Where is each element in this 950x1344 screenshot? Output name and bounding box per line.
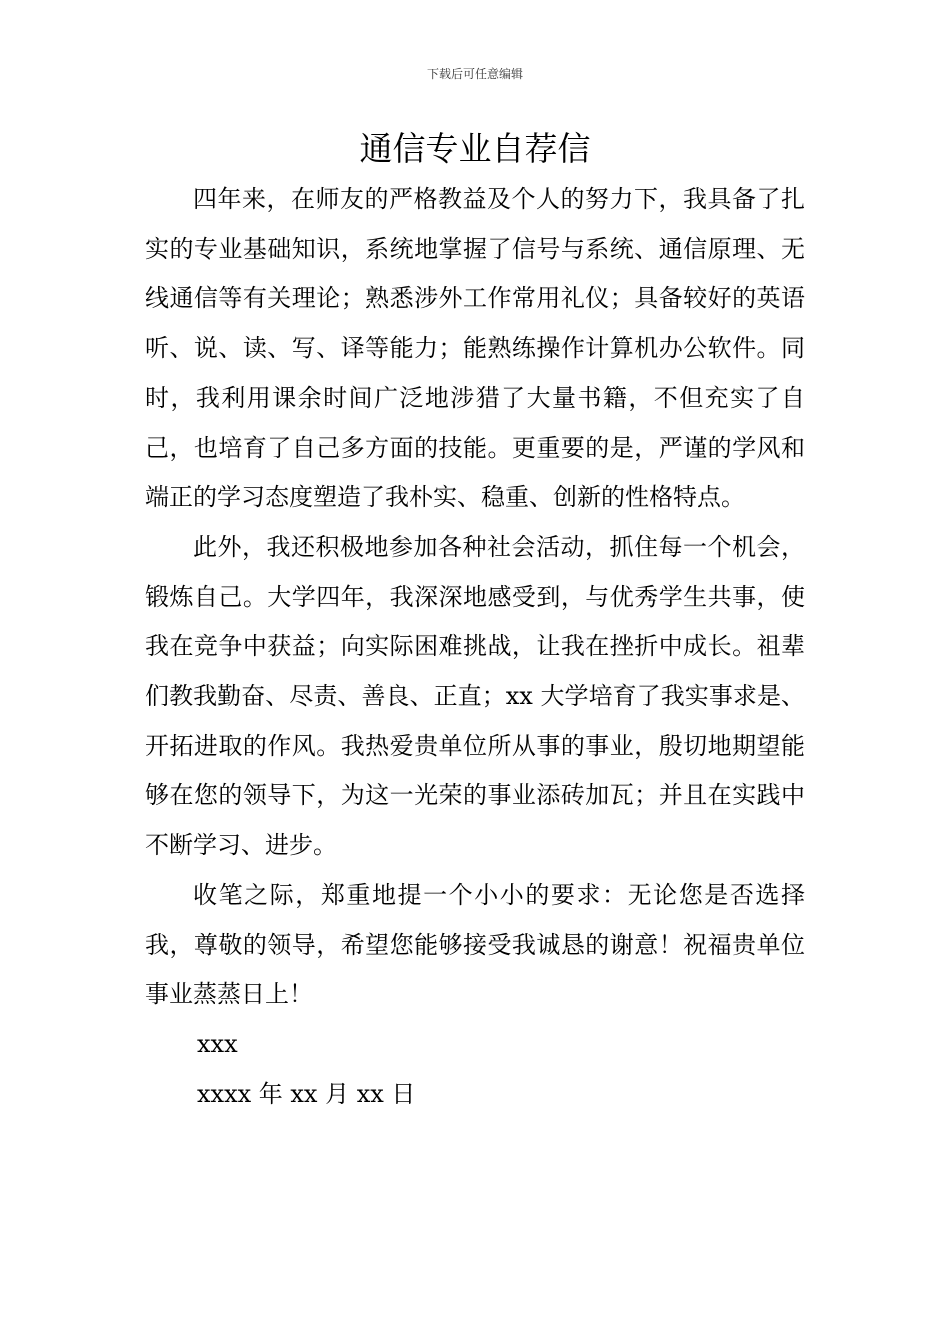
date-line: xxxx 年 xx 月 xx 日: [197, 1079, 416, 1108]
paragraph-1: 四年来，在师友的严格教益及个人的努力下，我具备了扎实的专业基础知识，系统地掌握了信号与系统、通信原理、无线通信等有关理论；熟悉涉外工作常用礼仪；具备较好的英语听、说、读、写、译等能力；能熟练操作计算机办公软件。同时，我利用课余时间广泛地涉猎了大量书籍，不但充实了自己，也培育了自己多方面的技能。更重要的是，严谨的学风和端正的学习态度塑造了我朴实、稳重、创新的性格特点。: [145, 185, 805, 512]
document-title: 通信专业自荐信: [359, 129, 591, 168]
header-note: 下载后可任意编辑: [426, 67, 523, 81]
paragraph-2: 此外，我还积极地参加各种社会活动，抓住每一个机会，锻炼自己。大学四年，我深深地感受到，与优秀学生共事，使我在竞争中获益；向实际困难挑战，让我在挫折中成长。祖辈们教我勤奋、尽责、善良、正直；xx 大学培育了我实事求是、开拓进取的作风。我热爱贵单位所从事的事业，殷切地期望能够在您的领导下，为这一光荣的事业添砖加瓦；并且在实践中不断学习、进步。: [145, 532, 805, 860]
paragraph-3: 收笔之际，郑重地提一个小小的要求：无论您是否选择我，尊敬的领导，希望您能够接受我诚恳的谢意！祝福贵单位事业蒸蒸日上！: [145, 880, 805, 1009]
letter-body: [145, 175, 805, 1119]
signature: xxx: [197, 1029, 238, 1058]
